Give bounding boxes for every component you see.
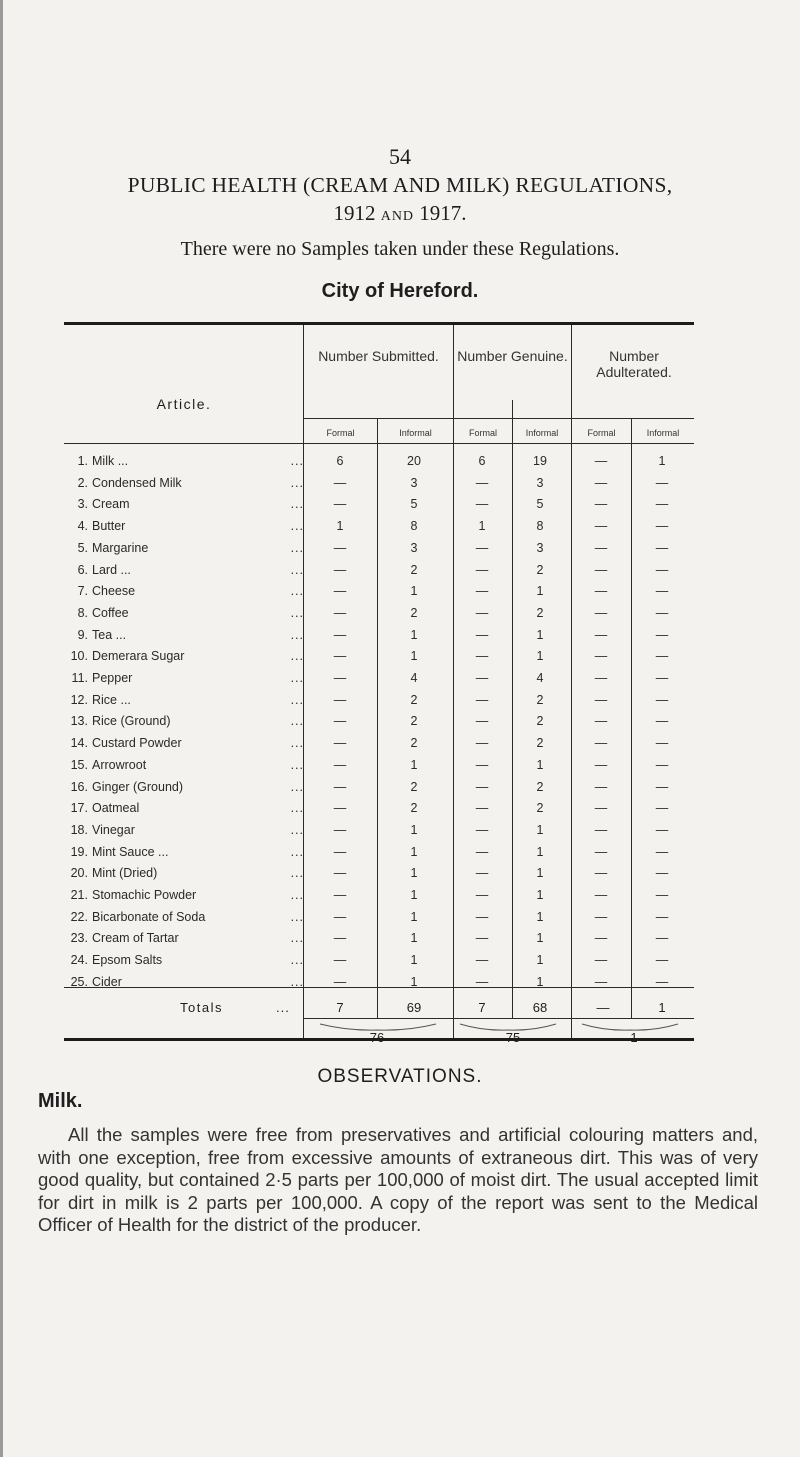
table-cell: — xyxy=(594,801,608,816)
table-cell: — xyxy=(475,475,489,490)
table-row xyxy=(0,518,800,534)
article-name: Oatmeal xyxy=(92,801,140,816)
row-leader: ... xyxy=(290,497,304,512)
table-cell: — xyxy=(333,888,347,902)
table-cell: — xyxy=(655,909,669,924)
table-cell: — xyxy=(594,519,608,534)
table-cell: — xyxy=(475,909,489,924)
table-cell: — xyxy=(594,627,608,642)
article-name: Demerara Sugar xyxy=(92,649,185,664)
table-cell: 2 xyxy=(536,562,544,577)
table-cell: 1 xyxy=(410,757,418,772)
article-name: Mint (Dried) xyxy=(92,866,158,881)
table-row xyxy=(0,909,800,925)
table-cell: — xyxy=(594,866,608,881)
table-cell: — xyxy=(594,540,608,555)
subheader-adulterated-informal: Informal xyxy=(646,428,680,438)
article-name: Cream of Tartar xyxy=(92,931,179,946)
row-number: 3. xyxy=(77,497,88,512)
table-cell: 1 xyxy=(410,866,418,881)
table-cell: 6 xyxy=(336,454,344,468)
row-number: 6. xyxy=(77,562,88,577)
table-cell: — xyxy=(655,605,669,620)
table-cell: — xyxy=(333,584,347,599)
table-divider-sub-2 xyxy=(512,400,513,1018)
page-title: PUBLIC HEALTH (CREAM AND MILK) REGULATIONS, xyxy=(127,173,673,197)
table-cell: — xyxy=(333,909,347,924)
table-cell: 1 xyxy=(536,844,544,859)
row-leader: ... xyxy=(290,779,304,794)
table-cell: 2 xyxy=(410,714,418,729)
table-row xyxy=(0,974,800,990)
row-number: 14. xyxy=(70,736,88,751)
table-cell: — xyxy=(475,584,489,599)
table-cell: — xyxy=(655,671,669,685)
grand-total-adulterated: 1 xyxy=(630,1030,638,1045)
article-name: Bicarbonate of Soda xyxy=(92,909,206,924)
row-number: 11. xyxy=(71,671,88,685)
row-number: 23. xyxy=(70,931,88,946)
row-number: 19. xyxy=(70,844,88,859)
table-cell: 5 xyxy=(536,497,544,512)
row-leader: ... xyxy=(290,801,304,816)
table-cell: — xyxy=(475,779,489,794)
article-name: Arrowroot xyxy=(92,757,147,772)
article-name: Cheese xyxy=(92,584,136,599)
article-name: Butter xyxy=(92,519,126,534)
table-cell: 8 xyxy=(410,519,418,534)
table-cell: — xyxy=(594,714,608,729)
table-totals-bottom-rule xyxy=(304,1018,694,1019)
table-cell: — xyxy=(655,584,669,599)
table-cell: 5 xyxy=(410,497,418,512)
table-row xyxy=(0,844,800,860)
table-cell: — xyxy=(333,605,347,620)
table-cell: 1 xyxy=(658,454,666,468)
row-leader: ... xyxy=(290,454,304,468)
row-leader: ... xyxy=(290,584,304,599)
table-cell: — xyxy=(475,801,489,816)
table-cell: — xyxy=(333,562,347,577)
table-cell: — xyxy=(594,562,608,577)
article-name: Mint Sauce ... xyxy=(92,844,169,859)
table-cell: — xyxy=(594,974,608,989)
table-row xyxy=(0,865,800,881)
table-cell: — xyxy=(333,953,347,968)
row-leader: ... xyxy=(290,562,304,577)
table-row xyxy=(0,583,800,599)
row-number: 20. xyxy=(70,866,88,881)
table-row xyxy=(0,453,800,469)
table-cell: — xyxy=(655,649,669,664)
table-cell: 20 xyxy=(407,454,421,468)
table-row xyxy=(0,540,800,556)
table-cell: — xyxy=(655,888,669,902)
row-number: 22. xyxy=(70,909,88,924)
table-cell: — xyxy=(475,931,489,946)
table-cell: 1 xyxy=(536,931,544,946)
row-leader: ... xyxy=(290,540,304,555)
table-cell: — xyxy=(475,757,489,772)
table-cell: — xyxy=(655,779,669,794)
table-cell: — xyxy=(594,779,608,794)
page-number: 54 xyxy=(389,144,411,169)
total-adulterated-formal: — xyxy=(596,1000,610,1015)
subheader-adulterated-formal: Formal xyxy=(587,428,616,438)
table-cell: 1 xyxy=(536,584,544,599)
table-cell: 2 xyxy=(536,605,544,620)
table-cell: — xyxy=(475,671,489,685)
article-name: Custard Powder xyxy=(92,736,182,751)
grand-total-submitted: 76 xyxy=(369,1030,385,1045)
row-leader: ... xyxy=(290,671,304,685)
row-number: 12. xyxy=(70,692,88,707)
article-name: Pepper xyxy=(92,671,133,685)
table-cell: — xyxy=(475,540,489,555)
table-cell: 1 xyxy=(478,519,486,534)
intro-text: There were no Samples taken under these Regulations. xyxy=(180,238,620,260)
row-leader: ... xyxy=(290,519,304,534)
table-row xyxy=(0,779,800,795)
row-leader: ... xyxy=(290,649,304,664)
table-cell: — xyxy=(655,562,669,577)
row-number: 7. xyxy=(77,584,88,599)
table-cell: 19 xyxy=(533,454,547,468)
row-leader: ... xyxy=(290,931,304,946)
article-name: Ginger (Ground) xyxy=(92,779,184,794)
article-name: Rice (Ground) xyxy=(92,714,171,729)
row-number: 15. xyxy=(70,757,88,772)
subtitle-year-1912: 1912 xyxy=(333,201,376,225)
table-cell: 1 xyxy=(536,909,544,924)
table-cell: 6 xyxy=(478,454,486,468)
table-cell: — xyxy=(475,953,489,968)
table-cell: — xyxy=(655,736,669,751)
row-number: 13. xyxy=(70,714,88,729)
article-name: Margarine xyxy=(92,540,149,555)
totals-leader: ... xyxy=(276,1000,290,1015)
table-cell: — xyxy=(594,822,608,837)
table-cell: — xyxy=(655,931,669,946)
table-cell: — xyxy=(333,497,347,512)
table-subheader-rule xyxy=(64,443,694,444)
table-cell: 2 xyxy=(536,692,544,707)
table-cell: 2 xyxy=(410,605,418,620)
grand-total-genuine: 75 xyxy=(505,1030,521,1045)
table-cell: — xyxy=(475,822,489,837)
table-cell: — xyxy=(333,974,347,989)
table-cell: 1 xyxy=(410,974,418,989)
article-name: Cream xyxy=(92,497,130,512)
row-number: 5. xyxy=(77,540,88,555)
table-cell: — xyxy=(475,497,489,512)
row-leader: ... xyxy=(290,757,304,772)
table-cell: 2 xyxy=(410,801,418,816)
row-number: 4. xyxy=(77,519,88,534)
row-number: 21. xyxy=(70,888,88,902)
table-cell: — xyxy=(594,888,608,902)
table-cell: — xyxy=(655,519,669,534)
table-cell: 2 xyxy=(536,801,544,816)
table-cell: — xyxy=(475,562,489,577)
table-cell: — xyxy=(475,736,489,751)
row-leader: ... xyxy=(290,605,304,620)
table-cell: — xyxy=(475,627,489,642)
table-row xyxy=(0,735,800,751)
table-cell: 1 xyxy=(536,974,544,989)
table-cell: 1 xyxy=(410,931,418,946)
table-row xyxy=(0,648,800,664)
table-row xyxy=(0,952,800,968)
table-cell: — xyxy=(333,627,347,642)
table-cell: 3 xyxy=(410,475,418,490)
table-cell: — xyxy=(655,844,669,859)
subheader-submitted-formal: Formal xyxy=(326,428,355,438)
table-cell: — xyxy=(333,844,347,859)
table-cell: — xyxy=(333,475,347,490)
table-row xyxy=(0,475,800,491)
table-cell: 2 xyxy=(410,779,418,794)
table-cell: — xyxy=(594,757,608,772)
table-cell: 1 xyxy=(410,888,418,902)
row-number: 8. xyxy=(77,605,88,620)
table-cell: — xyxy=(333,736,347,751)
row-number: 16. xyxy=(70,779,88,794)
table-cell: — xyxy=(594,692,608,707)
table-row xyxy=(0,887,800,903)
article-header: Article. xyxy=(156,396,212,412)
group-header-adulterated: Number Adulterated. xyxy=(596,348,672,380)
table-cell: 4 xyxy=(410,671,418,685)
table-cell: 1 xyxy=(410,909,418,924)
table-cell: — xyxy=(655,953,669,968)
article-name: Rice ... xyxy=(92,692,131,707)
table-cell: — xyxy=(655,540,669,555)
table-cell: — xyxy=(655,801,669,816)
table-cell: 1 xyxy=(536,822,544,837)
row-number: 9. xyxy=(77,627,88,642)
table-cell: — xyxy=(333,692,347,707)
table-cell: — xyxy=(594,497,608,512)
row-leader: ... xyxy=(290,692,304,707)
table-cell: — xyxy=(655,714,669,729)
table-cell: 2 xyxy=(536,736,544,751)
table-cell: — xyxy=(655,497,669,512)
row-number: 24. xyxy=(70,953,88,968)
table-header-rule xyxy=(304,418,694,419)
subheader-submitted-informal: Informal xyxy=(399,428,432,438)
observations-heading: OBSERVATIONS. xyxy=(317,1066,483,1087)
table-cell: 2 xyxy=(410,736,418,751)
row-leader: ... xyxy=(290,822,304,837)
table-cell: 1 xyxy=(410,844,418,859)
table-cell: 2 xyxy=(536,714,544,729)
table-cell: — xyxy=(594,953,608,968)
table-cell: — xyxy=(594,605,608,620)
table-cell: — xyxy=(333,931,347,946)
page-subtitle xyxy=(0,201,800,226)
totals-label: Totals xyxy=(180,1000,223,1015)
milk-heading: Milk. xyxy=(38,1090,83,1112)
table-row xyxy=(0,800,800,816)
table-cell: — xyxy=(333,649,347,664)
table-row xyxy=(0,713,800,729)
article-name: Milk ... xyxy=(92,454,129,468)
table-cell: — xyxy=(594,909,608,924)
table-cell: 2 xyxy=(536,779,544,794)
subtitle-and: AND xyxy=(380,209,415,224)
table-cell: — xyxy=(333,714,347,729)
table-cell: 1 xyxy=(536,866,544,881)
table-cell: — xyxy=(655,866,669,881)
row-number: 17. xyxy=(70,801,88,816)
table-cell: — xyxy=(655,475,669,490)
table-cell: — xyxy=(594,671,608,685)
table-cell: 3 xyxy=(410,540,418,555)
table-cell: — xyxy=(594,736,608,751)
row-number: 10. xyxy=(70,649,88,664)
article-name: Coffee xyxy=(92,605,129,620)
table-cell: — xyxy=(333,540,347,555)
subtitle-year-1917: 1917. xyxy=(419,201,467,225)
table-cell: 1 xyxy=(536,649,544,664)
article-name: Lard ... xyxy=(92,562,131,577)
total-adulterated-informal: 1 xyxy=(658,1000,666,1015)
row-number: 1. xyxy=(77,454,88,468)
table-cell: 1 xyxy=(410,649,418,664)
table-cell: 4 xyxy=(536,671,544,685)
table-cell: — xyxy=(475,714,489,729)
table-row xyxy=(0,627,800,643)
article-name: Tea ... xyxy=(92,627,127,642)
table-cell: — xyxy=(475,844,489,859)
table-cell: — xyxy=(655,757,669,772)
table-cell: — xyxy=(333,779,347,794)
table-row xyxy=(0,562,800,578)
table-row xyxy=(0,930,800,946)
table-row xyxy=(0,670,800,686)
table-cell: — xyxy=(333,671,347,685)
table-cell: — xyxy=(594,584,608,599)
row-leader: ... xyxy=(290,909,304,924)
subheader-genuine-formal: Formal xyxy=(468,428,497,438)
table-cell: 2 xyxy=(410,562,418,577)
article-name: Vinegar xyxy=(92,822,135,837)
table-cell: — xyxy=(333,757,347,772)
table-cell: 1 xyxy=(536,627,544,642)
table-cell: — xyxy=(594,931,608,946)
milk-paragraph: All the samples were free from preservatives and artificial colouring matters and, with one exception, free from excessive amounts of extraneous dirt. This was of very good quality, but contained 2·5 parts per 100,000 of moist dirt. The usual accepted limit for dirt in milk is 2 parts per 100,000. A copy of the report was sent to the Medical Officer of Health for the district of the producer. xyxy=(38,1124,758,1236)
table-cell: 1 xyxy=(336,519,344,534)
article-name: Cider xyxy=(92,974,122,989)
table-row xyxy=(0,692,800,708)
table-cell: — xyxy=(655,822,669,837)
table-cell: 1 xyxy=(536,953,544,968)
table-row xyxy=(0,496,800,512)
table-cell: 3 xyxy=(536,475,544,490)
total-genuine-formal: 7 xyxy=(478,1000,486,1015)
group-header-genuine: Number Genuine. xyxy=(457,348,568,364)
table-cell: 8 xyxy=(536,519,544,534)
table-cell: — xyxy=(655,974,669,989)
row-leader: ... xyxy=(290,974,304,989)
table-cell: — xyxy=(655,692,669,707)
table-row xyxy=(0,822,800,838)
table-cell: — xyxy=(333,822,347,837)
row-leader: ... xyxy=(290,736,304,751)
table-cell: — xyxy=(475,866,489,881)
total-genuine-informal: 68 xyxy=(532,1000,548,1015)
row-leader: ... xyxy=(290,888,304,902)
table-cell: — xyxy=(594,475,608,490)
article-name: Stomachic Powder xyxy=(92,888,197,902)
row-leader: ... xyxy=(290,953,304,968)
row-leader: ... xyxy=(290,844,304,859)
subheader-genuine-informal: Informal xyxy=(525,428,559,438)
table-cell: — xyxy=(475,888,489,902)
group-header-submitted: Number Submitted. xyxy=(318,348,439,364)
total-submitted-formal: 7 xyxy=(336,1000,344,1015)
table-cell: 1 xyxy=(410,627,418,642)
table-cell: 1 xyxy=(410,584,418,599)
table-cell: — xyxy=(594,844,608,859)
table-cell: — xyxy=(333,801,347,816)
table-row xyxy=(0,757,800,773)
row-number: 18. xyxy=(70,822,88,837)
table-cell: — xyxy=(333,866,347,881)
table-cell: — xyxy=(594,454,608,468)
row-number: 2. xyxy=(77,475,88,490)
article-name: Condensed Milk xyxy=(92,475,182,490)
table-cell: — xyxy=(655,627,669,642)
table-cell: 1 xyxy=(536,757,544,772)
total-submitted-informal: 69 xyxy=(406,1000,422,1015)
city-heading: City of Hereford. xyxy=(321,280,479,302)
table-cell: 2 xyxy=(410,692,418,707)
table-cell: 1 xyxy=(536,888,544,902)
row-leader: ... xyxy=(290,627,304,642)
table-cell: 3 xyxy=(536,540,544,555)
article-name: Epsom Salts xyxy=(92,953,163,968)
table-cell: — xyxy=(475,974,489,989)
row-number: 25. xyxy=(70,974,88,989)
table-top-rule xyxy=(64,322,694,325)
table-cell: 1 xyxy=(410,822,418,837)
row-leader: ... xyxy=(290,866,304,881)
table-row xyxy=(0,605,800,621)
table-cell: 1 xyxy=(410,953,418,968)
table-cell: — xyxy=(475,605,489,620)
row-leader: ... xyxy=(290,714,304,729)
row-leader: ... xyxy=(290,475,304,490)
table-cell: — xyxy=(475,649,489,664)
table-cell: — xyxy=(475,692,489,707)
table-cell: — xyxy=(594,649,608,664)
